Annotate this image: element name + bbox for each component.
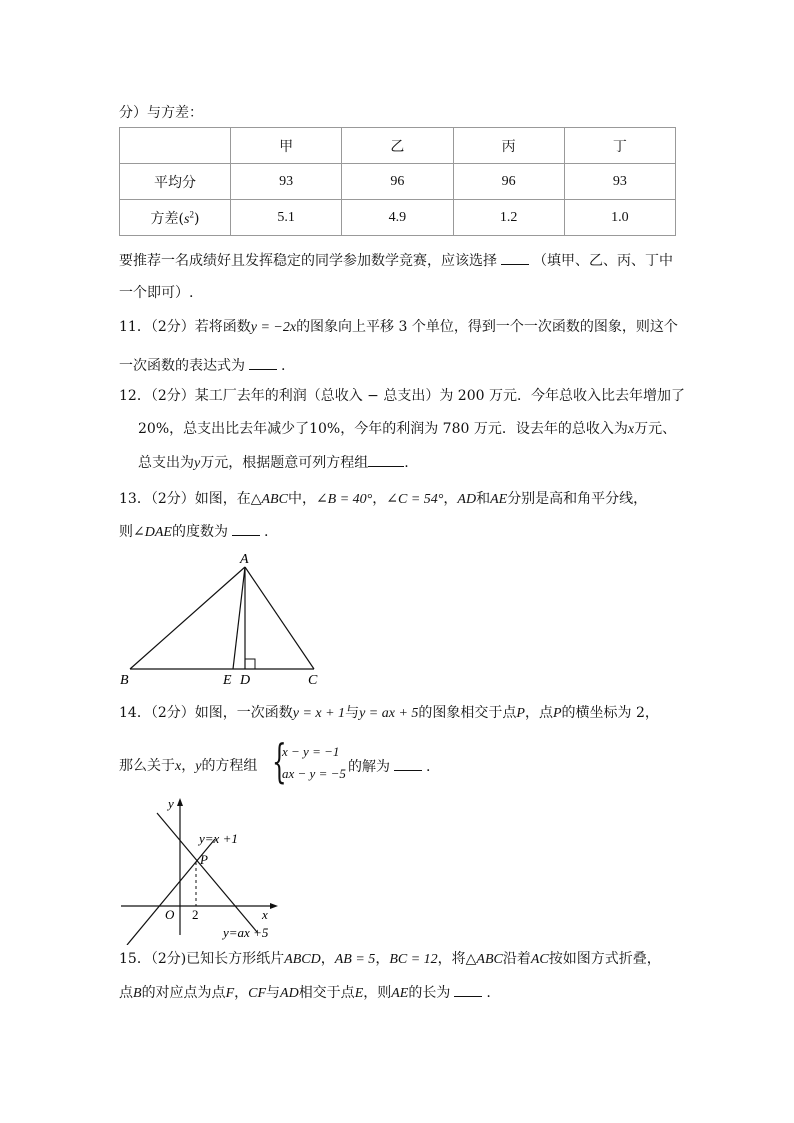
q12-text: 总支出为 <box>138 455 194 471</box>
q12-var-x: x <box>627 422 635 437</box>
q14-end: . <box>426 759 431 775</box>
q15-text: 的对应点为点 <box>141 985 226 1001</box>
table-cell: 96 <box>342 164 453 200</box>
origin-label: O <box>165 907 175 922</box>
q15-point-e: E <box>354 986 364 1001</box>
q12-text: 20%，总支出比去年减少了10%，今年的利润为 780 万元．设去年的总收入为 <box>138 421 628 437</box>
label-d: D <box>240 673 251 688</box>
q12-line3 <box>138 452 409 474</box>
q15-ab: AB = 5 <box>334 952 376 967</box>
q11-line1 <box>119 317 678 338</box>
q14-text: 14．（2分）如图，一次函数 <box>119 705 293 721</box>
q15-comma: ， <box>375 951 390 967</box>
answer-blank <box>501 250 529 265</box>
q14-function2: y = ax + 5 <box>359 706 419 721</box>
segment-ae <box>233 567 245 669</box>
q13-end: . <box>263 524 269 540</box>
score-table <box>119 127 676 236</box>
q14-comma: ， <box>181 758 196 774</box>
q11-function: y = −2x <box>250 320 297 335</box>
table-cell: 4.9 <box>342 200 453 236</box>
q15-text: ，将 <box>437 951 466 967</box>
label-c: C <box>308 673 318 688</box>
q15-comma: ， <box>234 985 249 1001</box>
q14-text: 的方程组 <box>201 758 258 774</box>
q15-text: 与 <box>266 985 281 1001</box>
q15-text: 点 <box>119 985 133 1001</box>
side-ab <box>130 567 245 669</box>
q14-line2-start <box>119 756 257 777</box>
side-ac <box>245 567 314 669</box>
q15-end: . <box>486 985 491 1001</box>
label-e: E <box>223 673 232 688</box>
row-label-suffix: ) <box>193 210 200 227</box>
table-cell: 93 <box>231 164 342 200</box>
answer-blank <box>368 452 404 467</box>
function-graph <box>115 795 295 945</box>
q14-text: 与 <box>345 705 360 721</box>
label-b: B <box>120 673 129 688</box>
q13-angle-dae: ∠DAE <box>133 525 172 540</box>
q13-ad: AD <box>457 492 477 507</box>
q14-text: 的解为 <box>348 759 390 775</box>
q15-rect: ABCD <box>284 952 321 967</box>
table-header-cell: 丁 <box>564 128 675 164</box>
q10-text: 要推荐一名成绩好且发挥稳定的同学参加数学竞赛，应该选择 <box>119 253 497 269</box>
q15-text: 沿着 <box>502 951 531 967</box>
q13-line1 <box>119 489 647 510</box>
q15-text: 15．（2分)已知长方形纸片 <box>119 951 285 967</box>
table-header-cell: 丙 <box>453 128 564 164</box>
q11-end: . <box>281 358 286 374</box>
answer-blank <box>454 982 482 997</box>
q13-comma: ， <box>372 491 387 507</box>
brace-symbol: { <box>272 734 287 788</box>
q14-line2-end <box>348 756 430 777</box>
table-header-row <box>120 128 676 164</box>
q13-comma: ， <box>443 491 458 507</box>
table-cell: 96 <box>453 164 564 200</box>
q13-text: 则 <box>119 524 133 540</box>
q15-text: ，则 <box>363 985 392 1001</box>
row-label-prefix: 方差( <box>150 210 185 227</box>
q13-text: 分别是高和角平分线， <box>507 491 648 507</box>
q11-text: 11．（2分）若将函数 <box>119 319 251 335</box>
q15-bc: BC = 12 <box>389 952 438 967</box>
right-angle-mark <box>245 659 255 669</box>
q12-var-y: y <box>194 456 201 471</box>
row-label-sup: 2 <box>189 208 194 219</box>
q13-angle-c: ∠C = 54° <box>386 492 444 507</box>
q13-text: 的度数为 <box>171 524 228 540</box>
answer-blank <box>394 756 422 771</box>
equation-system <box>272 734 352 788</box>
q12-line2 <box>138 419 676 440</box>
answer-blank <box>249 355 277 370</box>
q15-cf: CF <box>248 986 267 1001</box>
q14-text: 的横坐标为 2， <box>561 705 659 721</box>
q10-tail: （填甲、乙、丙、丁中 <box>533 253 673 269</box>
table-row <box>120 164 676 200</box>
q15-text: 的长为 <box>408 985 451 1001</box>
q15-line2 <box>119 982 491 1004</box>
row-label <box>120 200 231 236</box>
q13-text: 和 <box>476 491 491 507</box>
equation-2: ax − y = −5 <box>282 766 346 781</box>
triangle-figure <box>110 548 340 688</box>
q10-line1 <box>119 250 673 271</box>
intro-text: 分）与方差： <box>119 105 203 121</box>
table-row <box>120 200 676 236</box>
q15-text: 相交于点 <box>298 985 355 1001</box>
q15-ae: AE <box>391 986 409 1001</box>
q15-line1 <box>119 949 661 970</box>
q14-line1 <box>119 703 659 724</box>
q15-triangle: △ABC <box>465 952 503 967</box>
table-cell: 1.2 <box>453 200 564 236</box>
q14-text: 的图象相交于点 <box>418 705 517 721</box>
q11-text2: 一次函数的表达式为 <box>119 358 245 374</box>
q13-text: 13．（2分）如图，在 <box>119 491 251 507</box>
answer-blank <box>232 521 260 536</box>
line2-label: y=ax +5 <box>223 925 269 940</box>
q11-text-after: 的图象向上平移 3 个单位，得到一个一次函数的图象，则这个 <box>296 319 678 335</box>
table-cell: 93 <box>564 164 675 200</box>
q13-line2 <box>119 521 268 543</box>
table-cell: 5.1 <box>231 200 342 236</box>
q15-comma: ， <box>320 951 335 967</box>
table-header-cell <box>120 128 231 164</box>
q15-text: 按如图方式折叠， <box>548 951 661 967</box>
q13-angle-b: ∠B = 40° <box>315 492 373 507</box>
q14-point-p: P <box>552 706 562 721</box>
x-axis-arrow <box>270 903 278 909</box>
table-header-cell: 乙 <box>342 128 453 164</box>
q14-var-x: x <box>175 759 182 774</box>
q13-ae: AE <box>490 492 508 507</box>
y-axis-label: y <box>168 796 174 811</box>
q15-point-f: F <box>225 986 235 1001</box>
q15-point-b: B <box>133 986 142 1001</box>
tick-2-label: 2 <box>192 907 199 922</box>
q13-text: 中， <box>287 491 316 507</box>
q14-text: 那么关于 <box>119 758 175 774</box>
q14-point-p: P <box>516 706 525 721</box>
q15-ad: AD <box>280 986 299 1001</box>
point-p-label: P <box>200 852 208 867</box>
table-header-cell: 甲 <box>231 128 342 164</box>
q14-text: ，点 <box>524 705 553 721</box>
y-axis-arrow <box>177 798 183 806</box>
label-a: A <box>240 552 249 567</box>
row-label-var: s <box>184 211 190 227</box>
q11-line2 <box>119 355 285 376</box>
q12-line1: 12．（2分）某工厂去年的利润（总收入 − 总支出）为 200 万元．今年总收入比去年增加了 <box>119 388 685 404</box>
x-axis-label: x <box>262 907 268 922</box>
q12-end: . <box>404 455 409 471</box>
q14-var-y: y <box>195 759 202 774</box>
q13-triangle: △ABC <box>250 492 288 507</box>
q15-ac: AC <box>530 952 549 967</box>
line1-label: y=x +1 <box>199 831 238 846</box>
q12-text: 万元，根据题意可列方程组 <box>200 455 369 471</box>
q10-line2: 一个即可）. <box>119 285 194 301</box>
table-cell: 1.0 <box>564 200 675 236</box>
q12-text: 万元、 <box>634 421 677 437</box>
q14-function1: y = x + 1 <box>292 706 346 721</box>
row-label: 平均分 <box>120 164 231 200</box>
equation-1: x − y = −1 <box>282 744 340 759</box>
